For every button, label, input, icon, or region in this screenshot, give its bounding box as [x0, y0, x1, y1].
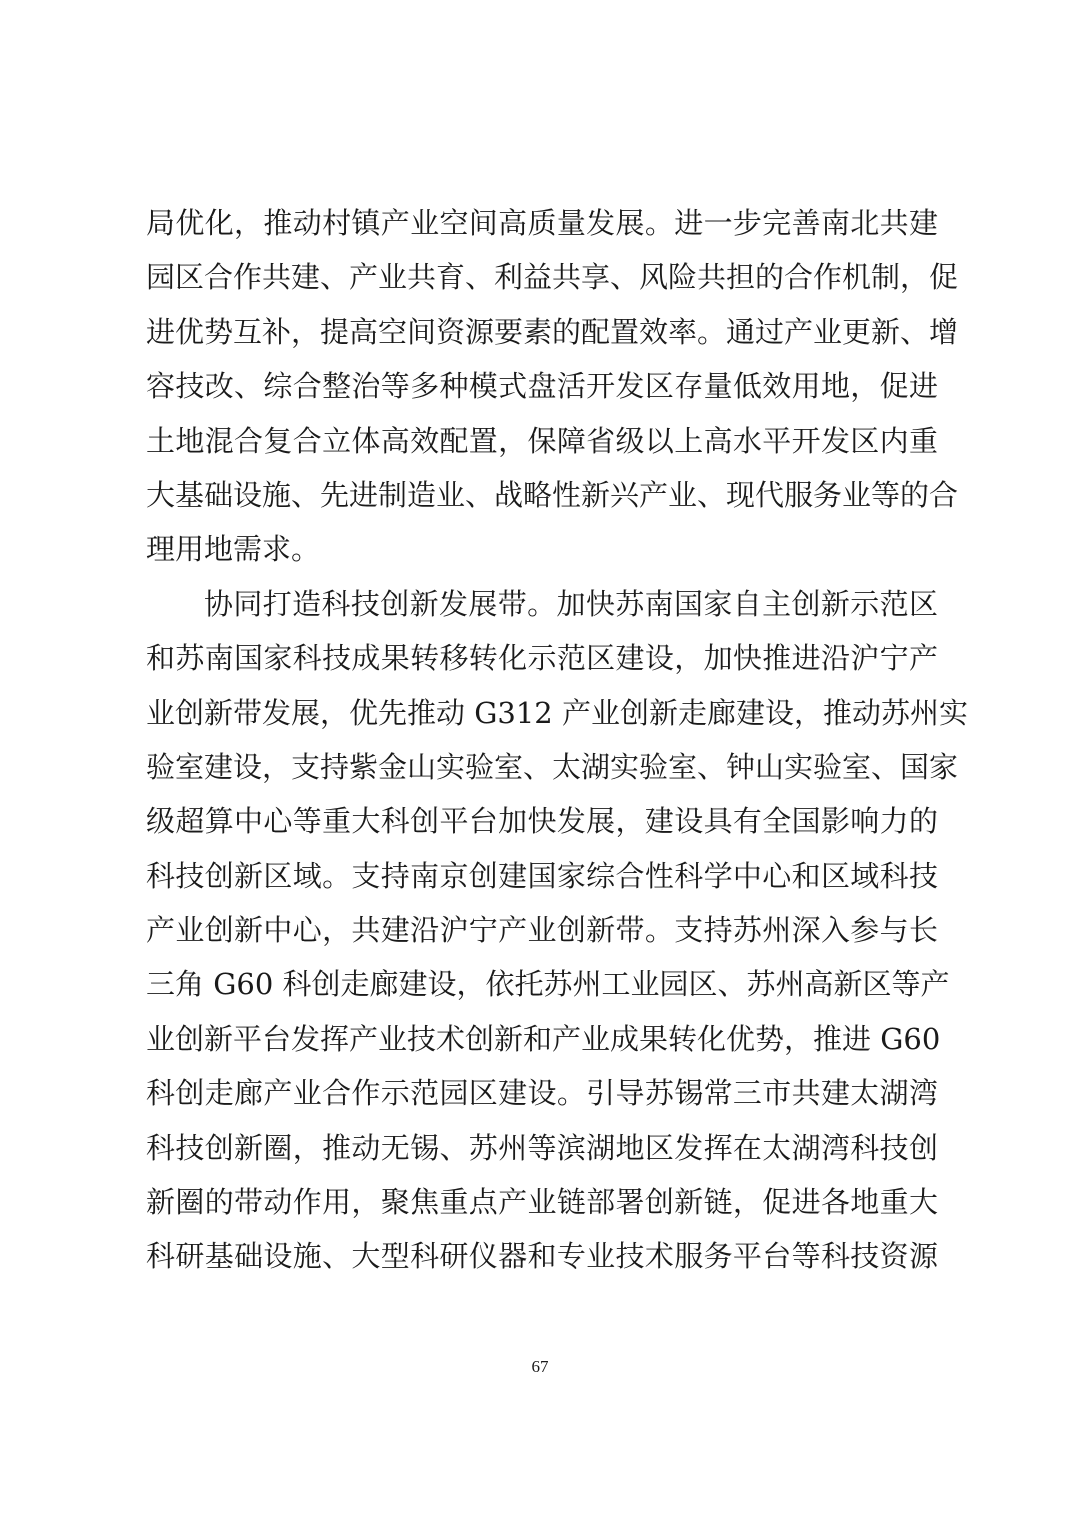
text-line: 进优势互补，提高空间资源要素的配置效率。通过产业更新、增 — [146, 314, 959, 349]
paragraph-land-use — [146, 196, 959, 577]
text-line: 园区合作共建、产业共育、利益共享、风险共担的合作机制，促 — [146, 260, 959, 295]
text-line: 级超算中心等重大科创平台加快发展，建设具有全国影响力的 — [146, 804, 938, 839]
text-line: 验室建设，支持紫金山实验室、太湖实验室、钟山实验室、国家 — [146, 749, 959, 784]
text-line: 科创走廊产业合作示范园区建设。引导苏锡常三市共建太湖湾 — [146, 1076, 938, 1111]
paragraph-innovation-belt — [146, 577, 968, 1284]
text-line: 局优化，推动村镇产业空间高质量发展。进一步完善南北共建 — [146, 206, 938, 240]
text-line: 新圈的带动作用，聚焦重点产业链部署创新链，促进各地重大 — [146, 1185, 938, 1220]
text-line: 土地混合复合立体高效配置，保障省级以上高水平开发区内重 — [146, 423, 938, 458]
text-line: 科研基础设施、大型科研仪器和专业技术服务平台等科技资源 — [146, 1239, 938, 1274]
page-number: 67 — [531, 1357, 549, 1376]
text-line: 理用地需求。 — [146, 532, 321, 567]
text-line: 和苏南国家科技成果转移转化示范区建设，加快推进沿沪宁产 — [146, 641, 938, 676]
text-line: 业创新平台发挥产业技术创新和产业成果转化优势，推进 G60 — [146, 1021, 941, 1056]
text-line: 容技改、综合整治等多种模式盘活开发区存量低效用地，促进 — [146, 369, 938, 404]
text-line: 产业创新中心，共建沿沪宁产业创新带。支持苏州深入参与长 — [146, 913, 938, 948]
text-line: 协同打造科技创新发展带。加快苏南国家自主创新示范区 — [204, 586, 938, 621]
text-line: 科技创新圈，推动无锡、苏州等滨湖地区发挥在太湖湾科技创 — [146, 1130, 938, 1165]
text-line: 科技创新区域。支持南京创建国家综合性科学中心和区域科技 — [146, 858, 938, 893]
body-text — [146, 196, 968, 1284]
text-line: 业创新带发展，优先推动 G312 产业创新走廊建设，推动苏州实 — [146, 695, 968, 730]
text-line: 三角 G60 科创走廊建设，依托苏州工业园区、苏州高新区等产 — [146, 967, 950, 1002]
text-line: 大基础设施、先进制造业、战略性新兴产业、现代服务业等的合 — [146, 477, 959, 512]
